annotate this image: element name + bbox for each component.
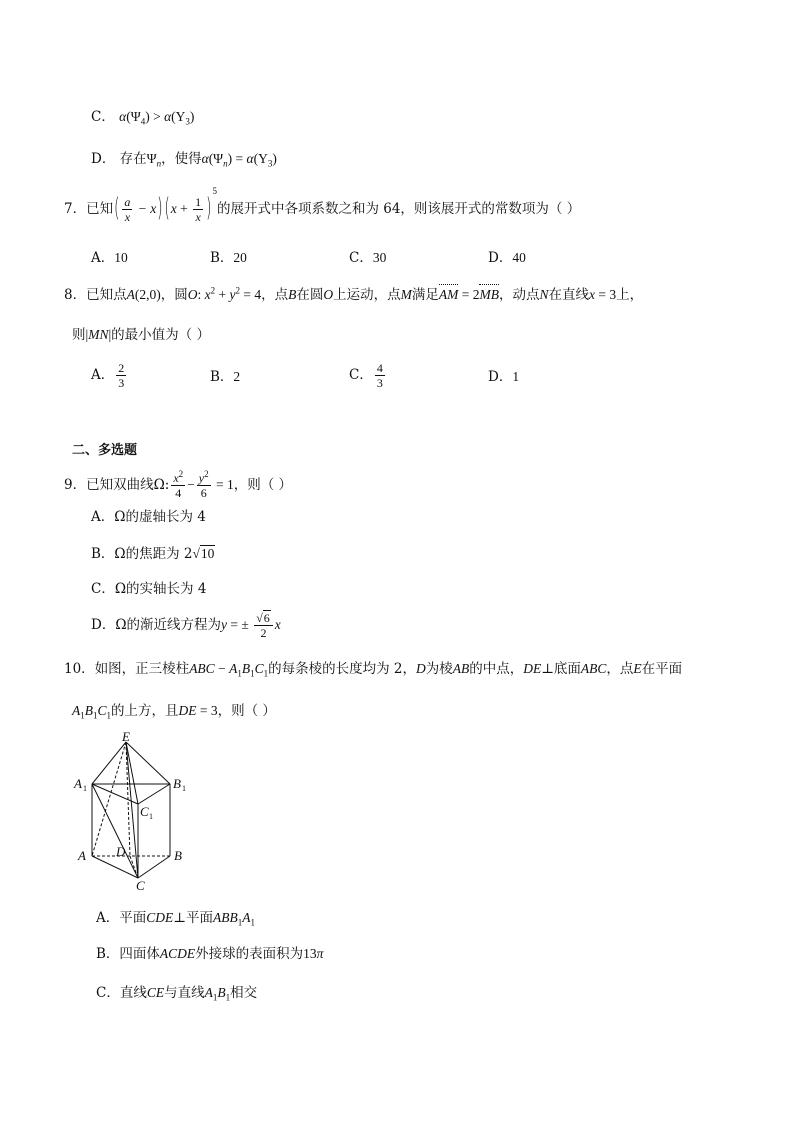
q10-text: 为棱 [425,661,453,677]
q7-option-c[interactable] [349,251,386,266]
option-text: Ω的焦距为 2 [114,546,193,562]
sqrt-expression: √10 [192,546,215,561]
q10-text: 的中点， [469,661,524,677]
q9-suffix: ，则（ ） [233,477,293,493]
option-text-prefix: 存在 [119,151,147,167]
option-label: C． [349,367,373,383]
q8-text: ，动点 [498,287,540,303]
option-label: D． [91,151,116,167]
option-label: B． [96,946,120,962]
label-c1-subscript: 1 [149,812,153,821]
q7-prefix: 已知 [86,201,114,217]
label-d: D [116,844,126,859]
q8-text: 的最小值为（ ） [111,327,210,343]
option-label: C． [349,250,373,266]
option-label: A． [96,910,120,926]
q10-option-a[interactable]: A．平面CDE⊥平面$ABB_1A_1$ [96,910,255,928]
label-c1: C [140,804,149,819]
option-label: C． [91,581,115,597]
q8-text: 已知点 [86,287,127,303]
q10-option-b[interactable]: B．四面体ACDE外接球的表面积为13π [96,946,324,962]
q8-text: 则 [72,327,86,343]
fraction-numerator: 2 [118,361,125,375]
option-label: B． [210,369,234,385]
q8-text: ，圆 [160,287,188,303]
question-number: 10． [64,661,95,677]
option-text: 相交 [230,985,258,1001]
edge-ea1 [92,742,126,784]
q8-option-b[interactable] [210,370,240,385]
option-value: 10 [114,250,128,265]
option-value: 20 [233,250,247,265]
q10-stem-line1: 10．如图，正三棱柱ABC − $A_1B_1C_1$的每条棱的长度均为 2，D为棱AB的中点，DE⊥底面ABC，点E在平面 [64,661,683,679]
prism-figure [68,732,198,892]
q7-stem: 7．已知( $\frac{a}{x}$ − x) (x + $\frac{1}{x}$ )$^5$的展开式中各项系数之和为 64，则该展开式的常数项为（ ） [64,185,581,224]
label-c: C [136,878,145,892]
q8-text: 上运动，点 [333,287,401,303]
edge-ac [92,856,138,878]
q8-option-c[interactable] [349,362,387,389]
q10-option-c[interactable]: C．直线CE与直线$A_1B_1$相交 [96,985,258,1003]
option-label: A． [91,250,115,266]
q8-option-a[interactable] [91,362,128,389]
option-text: 平面 [185,910,213,926]
option-text: 四面体 [119,946,160,962]
q9-option-a[interactable] [91,511,206,525]
option-text: Ω的实轴长为 4 [114,581,207,597]
q9-prefix: 已知双曲线Ω: [86,477,170,493]
edge-ea-hidden [92,742,126,856]
label-a1: A [74,776,82,791]
option-value: 40 [512,250,526,265]
q9-stem: 9．已知双曲线Ω: $\frac{x^2}{4}$ − $\frac{y^2}{6}$ = 1，则（ ） [64,469,293,500]
question-number: 9． [64,477,87,493]
fraction-numerator: 4 [376,361,383,375]
label-b: B [174,848,182,863]
q9-option-b[interactable] [91,547,215,562]
option-value: 30 [372,250,387,265]
option-label: D． [488,369,513,385]
option-expression: $\alpha(\Psi_4) > \alpha(\Upsilon_3)$ [119,109,195,127]
q10-text: 的每条棱的长度均为 2， [268,661,416,677]
q6-option-c[interactable] [91,110,194,125]
q9-option-c[interactable] [91,583,206,597]
label-b1: B [173,776,181,791]
q9-option-d[interactable]: D．Ω的渐近线方程为y = ± $\frac{√6}{2}$ x [91,611,281,640]
fraction-denominator: 3 [118,376,125,390]
option-label: C． [91,109,115,125]
q8-text: 上， [616,287,644,303]
label-e: E [122,732,130,744]
option-label: A． [91,367,115,383]
option-text: 外接球的表面积为 [195,946,304,962]
q6-option-d[interactable]: D． 存在$\Psi_n$，使得$\alpha(\Psi_n) = \alpha(\Upsilon_3)$ [91,151,277,169]
q8-text: ，点 [261,287,289,303]
edge-b1c1 [138,784,170,804]
question-number: 8． [64,287,87,303]
fraction-denominator: 3 [376,376,383,390]
label-a1-subscript: 1 [83,784,87,793]
q7-exponent: 5 [212,185,217,196]
option-label: C． [96,985,120,1001]
option-text: Ω的渐近线方程为 [115,617,222,633]
q8-option-d[interactable] [488,370,519,385]
option-value: 2 [233,369,241,384]
q7-option-b[interactable] [210,251,247,266]
q10-text: ，则（ ） [217,703,276,719]
option-text: 平面 [119,910,147,926]
q10-text: 如图，正三棱柱 [94,661,190,677]
option-text: 与直线 [164,985,205,1001]
section-title: 二、多选题 [72,443,138,458]
label-a: A [78,848,86,863]
q10-text: ，点 [606,661,634,677]
q8-stem-line1: 8．已知点A(2,0)，圆O: $x^2 + y^2 = 4$，点B在圆O上运动，点M满足AM = 2MB，动点N在直线x = 3上， [64,285,644,303]
q7-option-a[interactable] [91,251,128,266]
q8-text: 在圆 [296,287,324,303]
question-number: 7． [64,201,87,217]
q7-suffix: 的展开式中各项系数之和为 64，则该展开式的常数项为（ ） [216,201,581,217]
edge-bc [138,856,170,878]
option-text: Ω的虚轴长为 4 [114,509,206,525]
q8-text: 在直线 [548,287,589,303]
q7-option-d[interactable] [488,251,526,266]
q8-text: 满足 [411,287,439,303]
q8-stem-line2: 则|MN|的最小值为（ ） [72,327,210,343]
q10-text: 底面 [553,661,581,677]
option-value: 1 [512,369,520,384]
q10-text: 的上方，且 [111,703,179,719]
option-label: D． [91,617,116,633]
option-text: 直线 [119,985,147,1001]
q10-stem-line2: $A_1B_1C_1$的上方，且DE = 3，则（ ） [72,703,276,721]
label-b1-subscript: 1 [182,784,186,793]
option-label: D． [488,250,513,266]
option-label: B． [91,546,115,562]
q10-text: 在平面 [641,661,683,677]
option-label: B． [210,250,234,266]
option-label: A． [91,509,115,525]
